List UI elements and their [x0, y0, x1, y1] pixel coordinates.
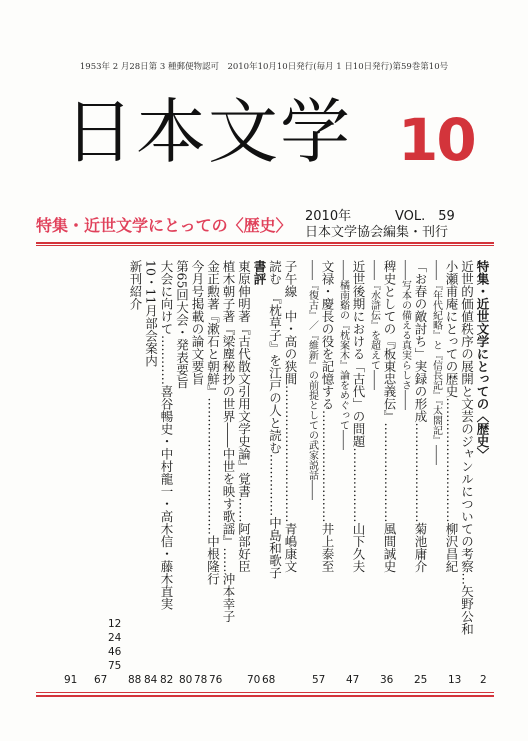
toc-entry: 「お春の敵討ち」実録の形成……………………菊池庸介 — [413, 260, 428, 573]
page-number: 88 — [128, 674, 142, 686]
toc-section-title: 書評 — [252, 260, 267, 285]
toc-entry: 東原伸明著『古代散文引用文学史論』覚書……阿部好臣 — [236, 260, 252, 573]
toc-subtitle: ――写本の備える真実らしさ―― — [399, 260, 411, 410]
toc-subtitle: ――『水滸伝』を超えて―― — [368, 260, 380, 390]
toc-entry: 大会に向けて…………喜谷暢史・中村龍一・高木信・藤木直実 — [159, 260, 174, 610]
publisher-line: 日本文学協会編集・刊行 — [305, 225, 449, 240]
toc-entry: 今月号掲載の論文要旨 — [190, 260, 205, 385]
toc-entry: 10・11月部会案内 — [143, 260, 159, 367]
page-number: 46 — [108, 646, 122, 658]
page-number: 80 — [179, 674, 193, 686]
page-number: 12 — [108, 618, 122, 630]
toc-entry: 小瀬甫庵にとっての歴史…………………………柳沢昌紀 — [444, 260, 459, 573]
page-number: 36 — [380, 674, 394, 686]
top-divider-thin — [36, 245, 494, 246]
toc-subtitle: ――『年代紀略』と『信長記』『太閤記』―― — [430, 260, 442, 465]
issue-number: 10 — [398, 106, 475, 174]
publication-year: 2010年 — [305, 209, 352, 224]
feature-heading: 特集・近世文学にとっての〈歴史〉 — [36, 216, 292, 235]
toc-entry: 近世的価値秩序の展開と文芸のジャンルについての考察…矢野公和 — [459, 260, 475, 635]
page-number: 84 — [144, 674, 158, 686]
toc-entry: 第65回大会・発表要旨 — [174, 260, 190, 389]
page-number: 82 — [160, 674, 174, 686]
toc-feature-title: 特集・近世文学にとっての〈歴史〉 — [475, 260, 490, 460]
toc-entry: 子午線 中・高の狭間……………………………青嶋康文 — [283, 260, 298, 573]
page-number: 57 — [312, 674, 326, 686]
page-number-row — [60, 618, 490, 690]
page-number: 25 — [414, 674, 428, 686]
toc-entry: 植木朝子著『梁塵秘抄の世界――中世を映す歌謡』……沖本幸子 — [221, 260, 236, 623]
page-number: 67 — [94, 674, 108, 686]
page-number: 76 — [209, 674, 223, 686]
bottom-divider-thin — [36, 692, 494, 693]
registration-line: 1953年 2 月28日第 3 種郵便物認可 2010年10月10日発行(毎月 1 日10日発行)第59巻第10号 — [79, 62, 449, 72]
page-number: 13 — [448, 674, 462, 686]
page-number: 2 — [480, 674, 487, 686]
page-number: 78 — [194, 674, 208, 686]
page-number: 47 — [346, 674, 360, 686]
toc-entry: 新刊紹介 — [128, 260, 143, 310]
page-number: 70 — [247, 674, 261, 686]
toc-entry: 文禄・慶長の役を記憶する………………………井上泰至 — [320, 260, 335, 573]
toc-entry: 金正勲著『漱石と朝鮮』……………………………中根隆行 — [205, 260, 221, 585]
top-divider — [36, 242, 494, 244]
page-number: 24 — [108, 632, 122, 644]
page-number: 75 — [108, 660, 122, 672]
page-number: 91 — [64, 674, 78, 686]
toc-entry: 近世後期における「古代」の問題………………山下久夫 — [351, 260, 366, 573]
magazine-title: 日本文学 — [64, 91, 352, 173]
volume-label: VOL. 59 — [395, 209, 455, 224]
toc-entry: 読む 『枕草子』を江戸の人と読む……………中島和歌子 — [267, 260, 283, 579]
toc-subtitle: ――『復古』／『維新』の前提としての武家説話―― — [306, 260, 318, 500]
toc-subtitle: ――橘南谿の『枕案木』論をめぐって―― — [337, 260, 349, 450]
bottom-divider — [36, 695, 494, 697]
toc-entry: 稗史としての『板東忠義伝』……………………風間誠史 — [382, 260, 397, 573]
page-number: 68 — [262, 674, 276, 686]
